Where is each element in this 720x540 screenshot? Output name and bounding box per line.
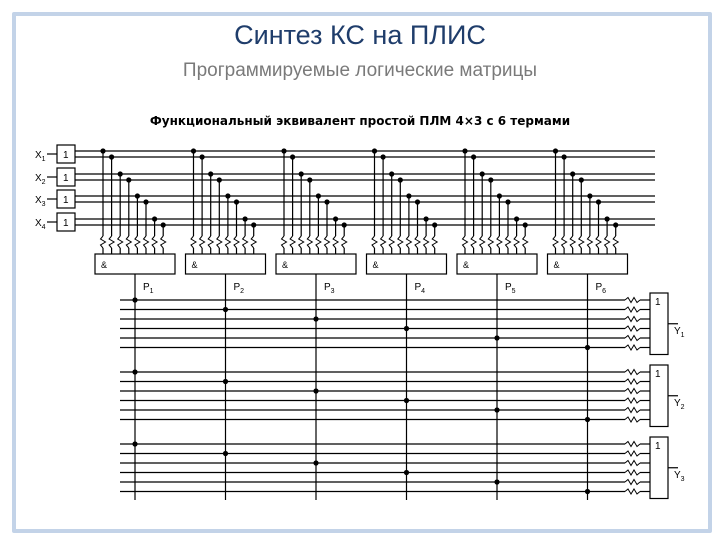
and-fuse bbox=[579, 236, 584, 248]
or-fuse bbox=[625, 451, 640, 456]
or-fuse bbox=[625, 417, 640, 422]
and-connection-dot bbox=[135, 193, 140, 198]
and-connection-dot bbox=[415, 199, 420, 204]
and-fuse bbox=[290, 236, 295, 248]
and-connection-dot bbox=[497, 193, 502, 198]
and-connection-dot bbox=[243, 216, 248, 221]
or-fuse bbox=[625, 480, 640, 485]
or-connection-dot bbox=[494, 407, 499, 412]
and-connection-dot bbox=[161, 222, 166, 227]
and-fuse bbox=[234, 236, 239, 248]
and-connection-dot bbox=[324, 199, 329, 204]
and-fuse bbox=[471, 236, 476, 248]
and-fuse bbox=[613, 236, 618, 248]
or-connection-dot bbox=[132, 369, 137, 374]
and-connection-dot bbox=[290, 154, 295, 159]
and-gate-label: & bbox=[463, 260, 470, 270]
and-connection-dot bbox=[562, 154, 567, 159]
term-label-p5: $P_5$ bbox=[505, 282, 516, 295]
input-label-x2: $X_2$ bbox=[35, 173, 46, 186]
and-gate-label: & bbox=[101, 260, 108, 270]
and-fuse bbox=[135, 236, 140, 248]
and-connection-dot bbox=[225, 193, 230, 198]
and-connection-dot bbox=[389, 171, 394, 176]
and-connection-dot bbox=[217, 177, 222, 182]
and-fuse bbox=[118, 236, 123, 248]
or-connection-dot bbox=[132, 297, 137, 302]
or-connection-dot bbox=[494, 335, 499, 340]
term-label-p2: $P_2$ bbox=[233, 282, 245, 295]
and-fuse bbox=[463, 236, 468, 248]
input-label-x4: $X_4$ bbox=[35, 218, 46, 231]
and-connection-dot bbox=[381, 154, 386, 159]
and-fuse bbox=[398, 236, 403, 248]
and-connection-dot bbox=[100, 148, 105, 153]
or-connection-dot bbox=[223, 451, 228, 456]
diagram-caption: Функциональный эквивалент простой ПЛМ 4×3 с 6 термами bbox=[149, 114, 571, 128]
and-connection-dot bbox=[406, 193, 411, 198]
and-fuse bbox=[109, 236, 114, 248]
and-connection-dot bbox=[372, 148, 377, 153]
output-label-y2: $Y_2$ bbox=[674, 397, 685, 411]
input-buffer-label: 1 bbox=[63, 218, 69, 229]
input-buffer-label: 1 bbox=[63, 150, 69, 161]
or-gate-label: 1 bbox=[655, 441, 661, 452]
input-label-x3: $X_3$ bbox=[35, 195, 46, 208]
and-fuse bbox=[208, 236, 213, 248]
and-fuse bbox=[316, 236, 321, 248]
or-connection-dot bbox=[585, 345, 590, 350]
or-fuse bbox=[625, 442, 640, 447]
or-fuse bbox=[625, 307, 640, 312]
and-connection-dot bbox=[342, 222, 347, 227]
or-gate-label: 1 bbox=[655, 369, 661, 380]
and-fuse bbox=[225, 236, 230, 248]
and-gate-label: & bbox=[282, 260, 289, 270]
and-connection-dot bbox=[109, 154, 114, 159]
and-connection-dot bbox=[523, 222, 528, 227]
and-connection-dot bbox=[126, 177, 131, 182]
or-fuse bbox=[625, 317, 640, 322]
or-fuse bbox=[625, 398, 640, 403]
and-connection-dot bbox=[432, 222, 437, 227]
and-connection-dot bbox=[480, 171, 485, 176]
or-fuse bbox=[625, 389, 640, 394]
and-fuse bbox=[506, 236, 511, 248]
or-connection-dot bbox=[404, 398, 409, 403]
and-connection-dot bbox=[553, 148, 558, 153]
and-fuse bbox=[101, 236, 106, 248]
and-fuse bbox=[307, 236, 312, 248]
and-connection-dot bbox=[191, 148, 196, 153]
and-connection-dot bbox=[152, 216, 157, 221]
and-connection-dot bbox=[579, 177, 584, 182]
and-fuse bbox=[200, 236, 205, 248]
or-fuse bbox=[625, 345, 640, 350]
or-fuse bbox=[625, 326, 640, 331]
and-fuse bbox=[325, 236, 330, 248]
and-connection-dot bbox=[462, 148, 467, 153]
and-connection-dot bbox=[251, 222, 256, 227]
or-fuse bbox=[625, 379, 640, 384]
and-connection-dot bbox=[316, 193, 321, 198]
and-fuse bbox=[333, 236, 338, 248]
or-connection-dot bbox=[132, 441, 137, 446]
and-fuse bbox=[406, 236, 411, 248]
input-buffer-label: 1 bbox=[63, 195, 69, 206]
or-connection-dot bbox=[585, 417, 590, 422]
or-connection-dot bbox=[585, 489, 590, 494]
and-connection-dot bbox=[200, 154, 205, 159]
or-fuse bbox=[625, 470, 640, 475]
and-fuse bbox=[144, 236, 149, 248]
or-fuse bbox=[625, 336, 640, 341]
term-label-p6: $P_6$ bbox=[595, 282, 607, 295]
and-fuse bbox=[480, 236, 485, 248]
or-connection-dot bbox=[404, 326, 409, 331]
slide-subtitle: Программируемые логические матрицы bbox=[182, 60, 538, 81]
and-connection-dot bbox=[471, 154, 476, 159]
and-connection-dot bbox=[488, 177, 493, 182]
and-fuse bbox=[161, 236, 166, 248]
term-label-p1: $P_1$ bbox=[143, 282, 154, 295]
and-fuse bbox=[488, 236, 493, 248]
and-fuse bbox=[432, 236, 437, 248]
and-connection-dot bbox=[514, 216, 519, 221]
and-connection-dot bbox=[613, 222, 618, 227]
term-label-p4: $P_4$ bbox=[414, 282, 426, 295]
and-gate-label: & bbox=[191, 260, 198, 270]
and-connection-dot bbox=[143, 199, 148, 204]
and-fuse bbox=[299, 236, 304, 248]
and-connection-dot bbox=[118, 171, 123, 176]
and-fuse bbox=[605, 236, 610, 248]
output-label-y1: $Y_1$ bbox=[674, 325, 685, 339]
and-fuse bbox=[424, 236, 429, 248]
and-connection-dot bbox=[587, 193, 592, 198]
and-fuse bbox=[372, 236, 377, 248]
and-connection-dot bbox=[398, 177, 403, 182]
or-fuse bbox=[625, 461, 640, 466]
and-connection-dot bbox=[234, 199, 239, 204]
or-connection-dot bbox=[404, 470, 409, 475]
or-connection-dot bbox=[313, 388, 318, 393]
or-fuse bbox=[625, 408, 640, 413]
or-connection-dot bbox=[313, 316, 318, 321]
or-fuse bbox=[625, 298, 640, 303]
and-fuse bbox=[596, 236, 601, 248]
or-fuse bbox=[625, 489, 640, 494]
and-fuse bbox=[415, 236, 420, 248]
input-buffer-label: 1 bbox=[63, 173, 69, 184]
and-fuse bbox=[562, 236, 567, 248]
or-connection-dot bbox=[494, 479, 499, 484]
and-fuse bbox=[570, 236, 575, 248]
slide-title: Синтез КС на ПЛИС bbox=[234, 20, 486, 50]
and-fuse bbox=[514, 236, 519, 248]
and-gate-label: & bbox=[372, 260, 379, 270]
or-connection-dot bbox=[223, 379, 228, 384]
and-fuse bbox=[553, 236, 558, 248]
and-connection-dot bbox=[281, 148, 286, 153]
and-connection-dot bbox=[596, 199, 601, 204]
and-fuse bbox=[342, 236, 347, 248]
and-fuse bbox=[587, 236, 592, 248]
or-connection-dot bbox=[223, 307, 228, 312]
or-connection-dot bbox=[313, 460, 318, 465]
and-fuse bbox=[523, 236, 528, 248]
or-gate-label: 1 bbox=[655, 297, 661, 308]
and-connection-dot bbox=[505, 199, 510, 204]
and-connection-dot bbox=[333, 216, 338, 221]
and-fuse bbox=[389, 236, 394, 248]
input-label-x1: $X_1$ bbox=[35, 150, 46, 163]
and-connection-dot bbox=[605, 216, 610, 221]
and-fuse bbox=[497, 236, 502, 248]
output-label-y3: $Y_3$ bbox=[674, 469, 685, 483]
and-connection-dot bbox=[208, 171, 213, 176]
and-connection-dot bbox=[307, 177, 312, 182]
and-fuse bbox=[217, 236, 222, 248]
term-label-p3: $P_3$ bbox=[324, 282, 335, 295]
and-fuse bbox=[381, 236, 386, 248]
or-fuse bbox=[625, 370, 640, 375]
and-connection-dot bbox=[424, 216, 429, 221]
and-fuse bbox=[243, 236, 248, 248]
and-fuse bbox=[191, 236, 196, 248]
and-fuse bbox=[251, 236, 256, 248]
and-gate-label: & bbox=[553, 260, 560, 270]
and-fuse bbox=[152, 236, 157, 248]
and-fuse bbox=[126, 236, 131, 248]
and-fuse bbox=[282, 236, 287, 248]
and-connection-dot bbox=[570, 171, 575, 176]
and-connection-dot bbox=[299, 171, 304, 176]
